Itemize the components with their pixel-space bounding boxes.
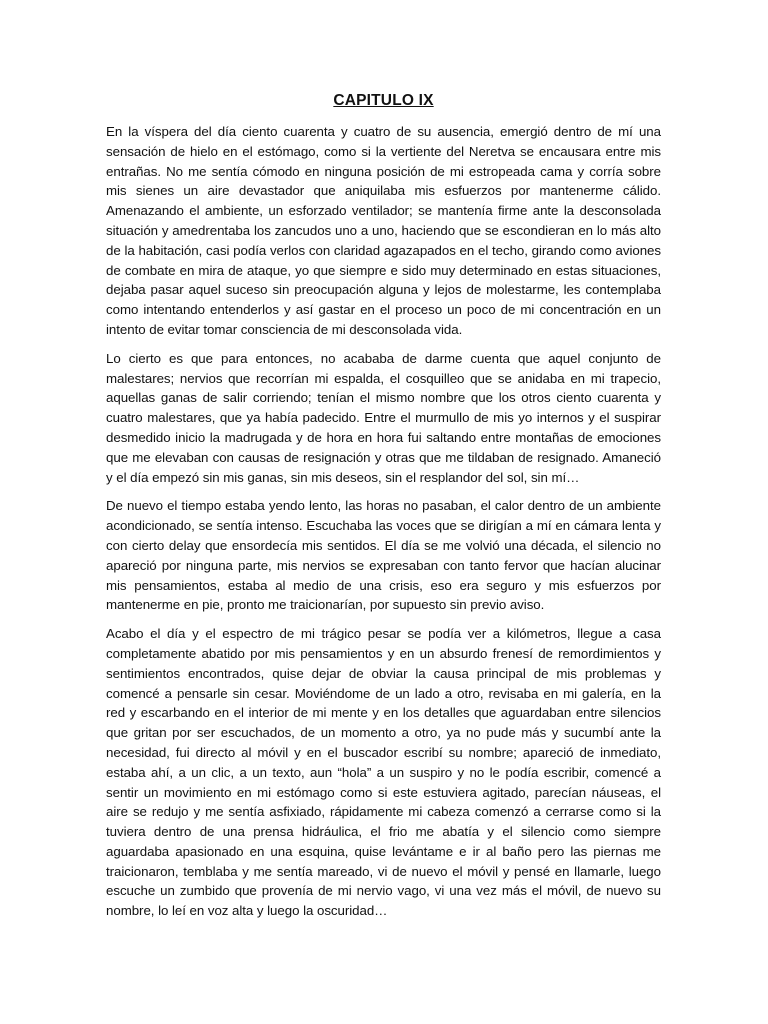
paragraph-4: Acabo el día y el espectro de mi trágico pesar se podía ver a kilómetros, llegue a casa completamente abatido por mis pensamientos y en un absurdo frenesí de remordimientos y sentimientos encontrados, quise dejar de obviar la causa principal de mis problemas y comencé a pensarle sin cesar. Moviéndome de un lado a otro, revisaba en mi galería, en la red y escarbando en el interior de mi mente y en los detalles que aguardaban entre silencios que gritan por ser escuchados, de un momento a otro, ya no pude más y sucumbí ante la necesidad, fui directo al móvil y en el buscador escribí su nombre; apareció de inmediato, estaba ahí, a un clic, a un texto, aun “hola” a un suspiro y no le podía escribir, comencé a sentir un movimiento en mi estómago como si este estuviera agitado, parecían náuseas, el aire se redujo y me sentía asfixiado, rápidamente mi cabeza comenzó a cerrarse como si la tuviera dentro de una prensa hidráulica, el frio me abatía y el silencio como siempre aguardaba apasionado en una esquina, quise levántame e ir al baño pero las piernas me traicionaron, temblaba y me sentía mareado, vi de nuevo el móvil y pensé en llamarle, luego escuche un zumbido que provenía de mi nervio vago, vi una vez más el móvil, de nuevo su nombre, lo leí en voz alta y luego la oscuridad…: [106, 626, 661, 919]
paragraph-2: Lo cierto es que para entonces, no acababa de darme cuenta que aquel conjunto de malestares; nervios que recorrían mi espalda, el cosquilleo que se anidaba en mi trapecio, aquellas ganas de salir corriendo; tenían el mismo nombre que los otros ciento cuarenta y cuatro malestares, que ya había padecido. Entre el murmullo de mis yo internos y el suspirar desmedido inicio la madrugada y de hora en hora fui saltando entre montañas de emociones que me elevaban con causas de resignación y otras que me tildaban de resignado. Amaneció y el día empezó sin mis ganas, sin mis deseos, sin el resplandor del sol, sin mí…: [106, 350, 661, 485]
chapter-title: CAPITULO IX: [333, 92, 434, 109]
paragraph-3: De nuevo el tiempo estaba yendo lento, las horas no pasaban, el calor dentro de un ambiente acondicionado, se sentía intenso. Escuchaba las voces que se dirigían a mí en cámara lenta y con cierto delay que ensordecía mis sentidos. El día se me volvió una década, el silencio no apareció por ninguna parte, mis nervios se expresaban con tanto fervor que hacían alucinar mis pensamientos, estaba al medio de una crisis, eso era seguro y mis esfuerzos por mantenerme en pie, pronto me traicionarían, por supuesto sin previo aviso.: [106, 498, 661, 613]
document-page: [106, 92, 661, 930]
paragraph-1: En la víspera del día ciento cuarenta y cuatro de su ausencia, emergió dentro de mí una sensación de hielo en el estómago, como si la vertiente del Neretva se encausara entre mis entrañas. No me sentía cómodo en ninguna posición de mi estropeada cama y corría sobre mis sienes un aire devastador que aniquilaba mis esfuerzos por mantenerme cálido. Amenazando el ambiente, un esforzado ventilador; se mantenía firme ante la desconsolada situación y amedrentaba los zancudos uno a uno, haciendo que se escondieran en lo más alto de la habitación, casi podía verlos con claridad agazapados en el techo, girando como aviones de combate en mira de ataque, yo que siempre e sido muy determinado en estas situaciones, dejaba pasar aquel suceso sin preocupación alguna y lejos de molestarme, les contemplaba como intentando entenderlos y así gastar en el proceso un poco de mi concentración en un intento de evitar tomar consciencia de mi desconsolada vida.: [106, 124, 661, 337]
